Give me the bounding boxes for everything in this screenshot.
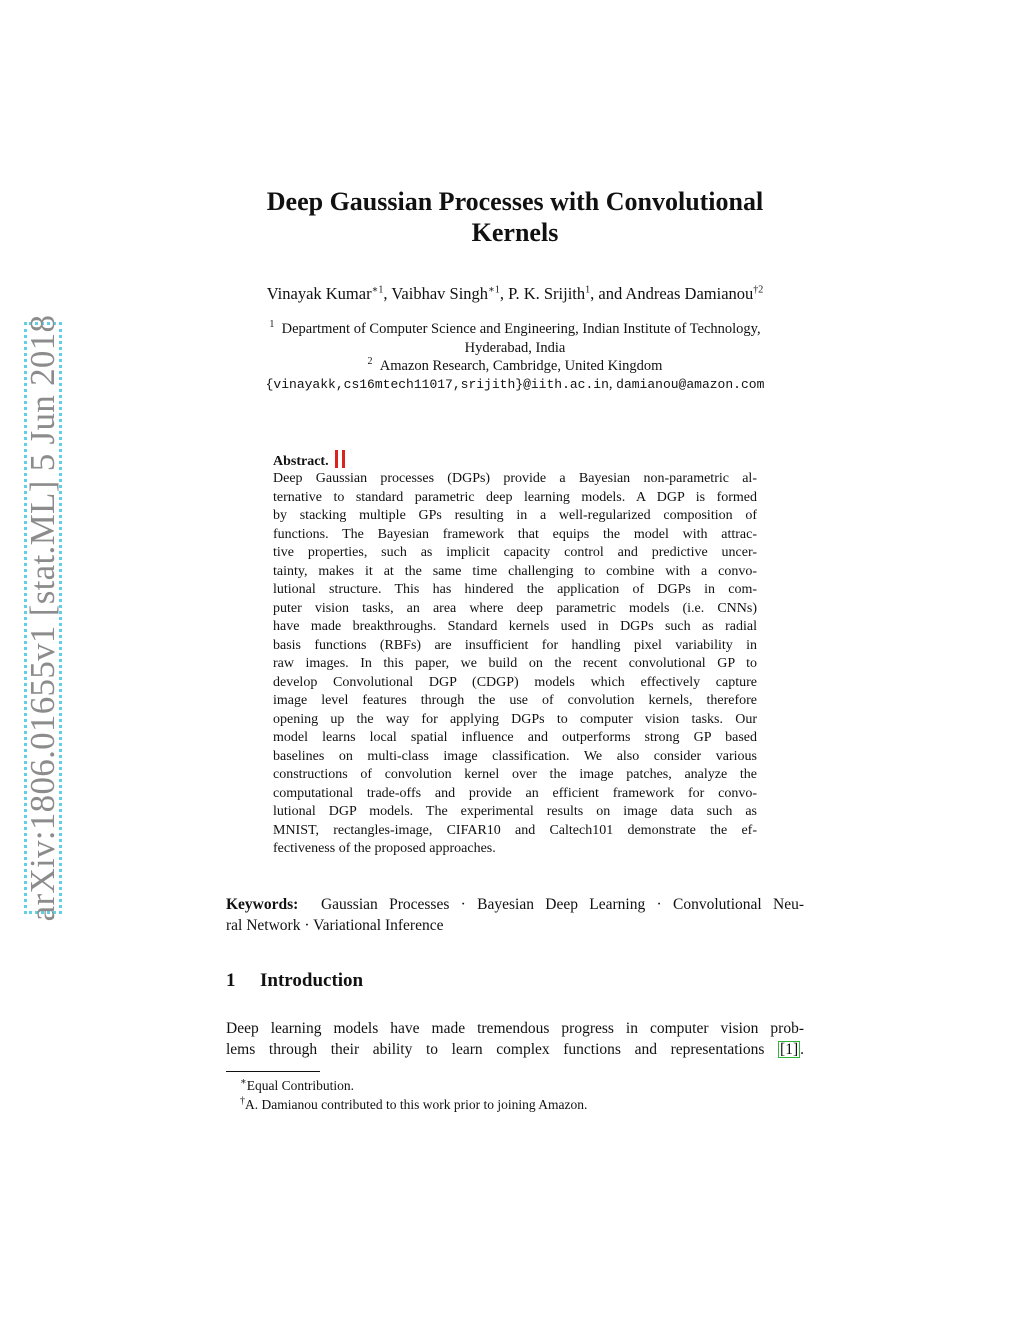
intro-line-2: lems through their ability to learn complex functions and representations (226, 1041, 765, 1058)
footnote-2 (240, 1095, 587, 1114)
abstract-line: computational trade-offs and provide an efficient framework for convo- (273, 785, 757, 801)
author-3: P. K. Srijith (508, 284, 586, 303)
abstract-line: develop Convolutional DGP (CDGP) models which effectively capture (273, 674, 757, 690)
footnote-rule (226, 1071, 320, 1072)
intro-paragraph (226, 1018, 804, 1060)
email-addresses (190, 376, 840, 393)
keywords-line-2: ral Network · Variational Inference (226, 917, 444, 934)
affiliation-1-mark: 1 (269, 319, 275, 331)
author-separator: , (590, 284, 599, 303)
citation-link[interactable]: [1] (780, 1041, 799, 1058)
footnote-2-mark: † (240, 1095, 245, 1107)
citation-number: 1 (785, 1041, 793, 1058)
paper-title (200, 186, 830, 248)
arxiv-stamp-text: arXiv:1806.01655v1 [stat.ML] 5 Jun 2018 (23, 314, 62, 922)
abstract-line: model learns local spatial influence and outperforms strong GP based (273, 730, 757, 745)
affiliation-1-line-2: Hyderabad, India (464, 339, 566, 356)
section-title: Introduction (260, 970, 364, 991)
abstract-line: image level features through the use of convolution kernels, therefore (273, 693, 757, 708)
section-heading (226, 970, 363, 992)
footnote-1-mark: ∗ (240, 1076, 247, 1088)
pause-marker-icon (335, 450, 345, 468)
keywords-label: Keywords: (226, 896, 299, 913)
abstract-line: basis functions (RBFs) are insufficient for handling pixel variability in (273, 637, 757, 653)
abstract-heading: Abstract. (273, 454, 329, 469)
affiliation-2-line-1: Amazon Research, Cambridge, United Kingdom (379, 358, 663, 374)
author-separator: , (383, 284, 392, 303)
footnote-1-text: Equal Contribution. (246, 1078, 355, 1093)
author-separator: , (499, 284, 509, 303)
abstract-line: ternative to standard parametric deep learning models. A DGP is formed (273, 489, 757, 505)
keywords-line-1: Gaussian Processes · Bayesian Deep Learning · Convolutional Neu- (320, 896, 804, 913)
title-line-2: Kernels (471, 218, 559, 247)
author-2: Vaibhav Singh (391, 284, 489, 303)
email-amazon[interactable]: damianou@amazon.com (616, 377, 765, 392)
footnotes (240, 1076, 587, 1114)
abstract-line: lutional structure. This has hindered the application of DGPs in com- (273, 582, 757, 597)
abstract-line: raw images. In this paper, we build on the recent convolutional GP to (273, 656, 757, 671)
abstract-line: tainty, makes it at the same time challenging to combine with a convo- (273, 563, 757, 579)
intro-line-2-end: . (800, 1041, 804, 1058)
abstract-line: MNIST, rectangles-image, CIFAR10 and Caltech101 demonstrate the ef- (273, 822, 757, 838)
author-4-mark: †2 (753, 284, 764, 296)
keywords (226, 894, 804, 936)
affiliation-2 (220, 357, 810, 376)
email-separator: , (608, 376, 617, 392)
arxiv-stamp[interactable] (23, 314, 62, 922)
author-1: Vinayak Kumar (266, 284, 372, 303)
abstract-line: lutional DGP models. The experimental results on image data such as (273, 804, 757, 819)
section-number: 1 (226, 970, 236, 991)
abstract-line: functions. The Bayesian framework that equips the model with attrac- (273, 526, 757, 542)
title-line-1: Deep Gaussian Processes with Convolutional (266, 187, 764, 216)
footnote-2-text: A. Damianou contributed to this work prior to joining Amazon. (245, 1097, 588, 1112)
author-3-mark: 1 (585, 284, 591, 296)
abstract-line: by stacking multiple GPs resulting in a well-regularized composition of (273, 508, 757, 523)
intro-line-1: Deep learning models have made tremendous progress in computer vision prob- (226, 1020, 804, 1037)
affiliation-1 (220, 320, 810, 357)
email-iith[interactable]: {vinayakk,cs16mtech11017,srijith}@iith.ac.in (265, 377, 609, 392)
abstract-line: Deep Gaussian processes (DGPs) provide a Bayesian non-parametric al- (273, 471, 757, 486)
abstract-heading-row (273, 450, 345, 470)
affiliation-2-mark: 2 (367, 356, 373, 368)
abstract-line: puter vision tasks, an area where deep parametric models (i.e. CNNs) (273, 600, 757, 616)
author-2-mark: ∗1 (488, 284, 500, 296)
affiliation-1-line-1: Department of Computer Science and Engineering, Indian Institute of Technology, (281, 321, 761, 337)
abstract-line: constructions of convolution kernel over the image patches, analyze the (273, 767, 757, 782)
author-4: and Andreas Damianou (598, 284, 754, 303)
author-list (180, 284, 850, 304)
abstract-line: have made breakthroughs. Standard kernels used in DGPs such as radial (273, 619, 757, 634)
abstract-line: opening up the way for applying DGPs to computer vision tasks. Our (273, 711, 757, 727)
abstract-body (273, 470, 757, 859)
author-1-mark: ∗1 (371, 284, 384, 296)
footnote-1 (240, 1076, 587, 1095)
abstract-line: fectiveness of the proposed approaches. (273, 841, 496, 856)
abstract-line: tive properties, such as implicit capacity control and predictive uncer- (273, 545, 757, 560)
abstract-line: baselines on multi-class image classification. We also consider various (273, 748, 757, 764)
